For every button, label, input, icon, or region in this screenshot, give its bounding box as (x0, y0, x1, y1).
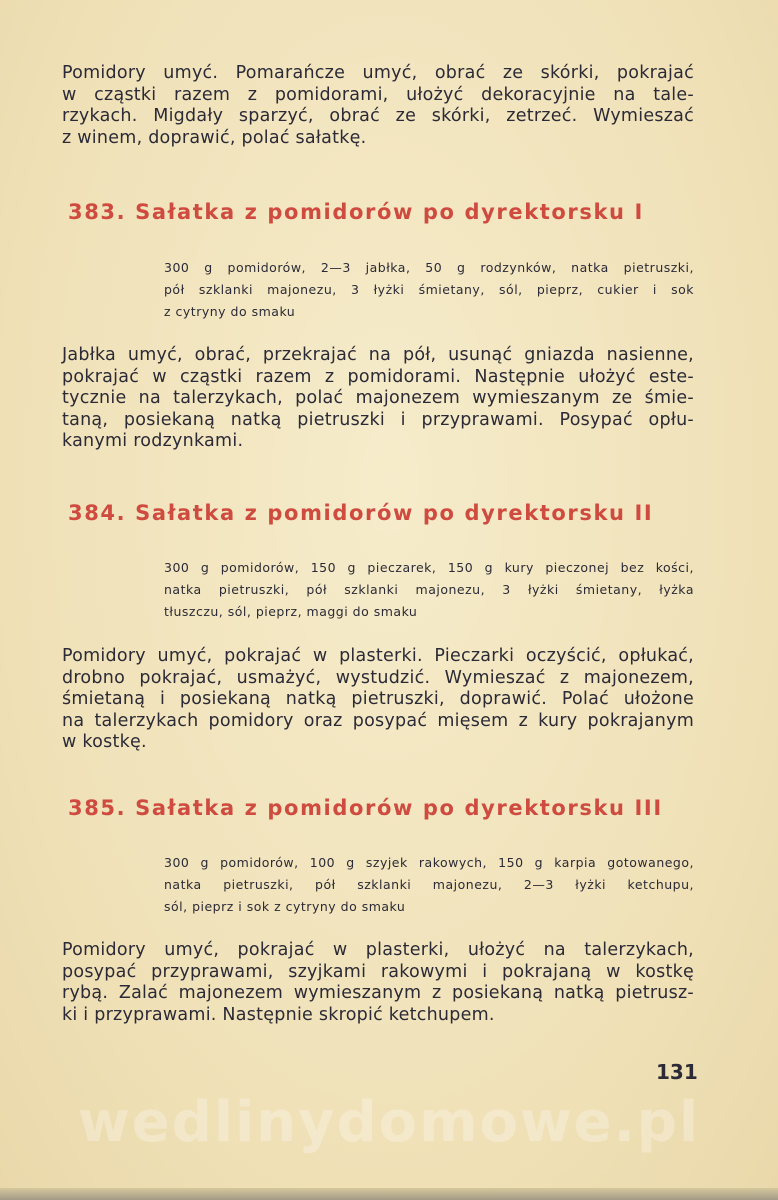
recipe-383-method (62, 345, 694, 453)
method-line: drobno pokrajać, usmażyć, wystudzić. Wymieszać z majonezem, (62, 667, 694, 688)
method-line: w kostkę. (62, 732, 147, 752)
ingredient-line: 300 g pomidorów, 2—3 jabłka, 50 g rodzynków, natka pietruszki, (164, 260, 694, 275)
ingredient-line: z cytryny do smaku (164, 304, 296, 319)
method-line: pokrajać w cząstki razem z pomidorami. Następnie ułożyć este- (62, 366, 694, 387)
ingredient-line: tłuszczu, sól, pieprz, maggi do smaku (164, 604, 418, 619)
method-line: Pomidory umyć, pokrajać w plasterki. Pieczarki oczyścić, opłukać, (62, 646, 694, 666)
ingredient-line: natka pietruszki, pół szklanki majonezu, 3 łyżki śmietany, łyżka (164, 582, 694, 597)
page-number: 131 (656, 1060, 698, 1084)
method-line: kanymi rodzynkami. (62, 431, 244, 451)
recipe-385-method (62, 940, 694, 1026)
method-line: tycznie na talerzykach, polać majonezem wymieszanym ze śmie- (62, 388, 694, 408)
recipe-384-method (62, 646, 694, 754)
page-bottom-edge (0, 1188, 778, 1200)
method-line: śmietaną i posiekaną natką pietruszki, doprawić. Polać ułożone (62, 689, 694, 709)
ingredient-line: pół szklanki majonezu, 3 łyżki śmietany, sól, pieprz, cukier i sok (164, 282, 694, 297)
recipe-384-ingredients (164, 557, 694, 623)
recipe-384-title: 384. Sałatka z pomidorów po dyrektorsku II (68, 501, 654, 525)
method-line: posypać przyprawami, szyjkami rakowymi i pokrajaną w kostkę (62, 961, 694, 982)
recipe-383-title: 383. Sałatka z pomidorów po dyrektorsku I (68, 200, 644, 224)
method-line: na talerzykach pomidory oraz posypać mięsem z kury pokrajanym (62, 710, 694, 731)
ingredient-line: sól, pieprz i sok z cytryny do smaku (164, 899, 406, 914)
recipe-385-ingredients (164, 852, 694, 918)
method-line: taną, posiekaną natką pietruszki i przyprawami. Posypać opłu- (62, 409, 694, 430)
recipe-385-title: 385. Sałatka z pomidorów po dyrektorsku III (68, 796, 663, 820)
recipe-383-ingredients (164, 257, 694, 323)
intro-line: z winem, doprawić, polać sałatkę. (62, 127, 367, 148)
intro-line: rzykach. Migdały sparzyć, obrać ze skórki, zetrzeć. Wymieszać (62, 106, 694, 126)
intro-line: Pomidory umyć. Pomarańcze umyć, obrać ze skórki, pokrajać (62, 63, 694, 83)
watermark-logo: wedlinydomowe.pl (78, 1090, 701, 1155)
method-line: rybą. Zalać majonezem wymieszanym z posiekaną natką pietrusz- (62, 983, 694, 1003)
intro-line: w cząstki razem z pomidorami, ułożyć dekoracyjnie na tale- (62, 84, 694, 105)
intro-paragraph (62, 63, 694, 149)
method-line: ki i przyprawami. Następnie skropić ketchupem. (62, 1004, 495, 1025)
ingredient-line: natka pietruszki, pół szklanki majonezu, 2—3 łyżki ketchupu, (164, 877, 694, 892)
ingredient-line: 300 g pomidorów, 150 g pieczarek, 150 g kury pieczonej bez kości, (164, 560, 694, 575)
method-line: Jabłka umyć, obrać, przekrajać na pół, usunąć gniazda nasienne, (62, 345, 694, 365)
method-line: Pomidory umyć, pokrajać w plasterki, ułożyć na talerzykach, (62, 940, 694, 960)
ingredient-line: 300 g pomidorów, 100 g szyjek rakowych, 150 g karpia gotowanego, (164, 855, 694, 870)
